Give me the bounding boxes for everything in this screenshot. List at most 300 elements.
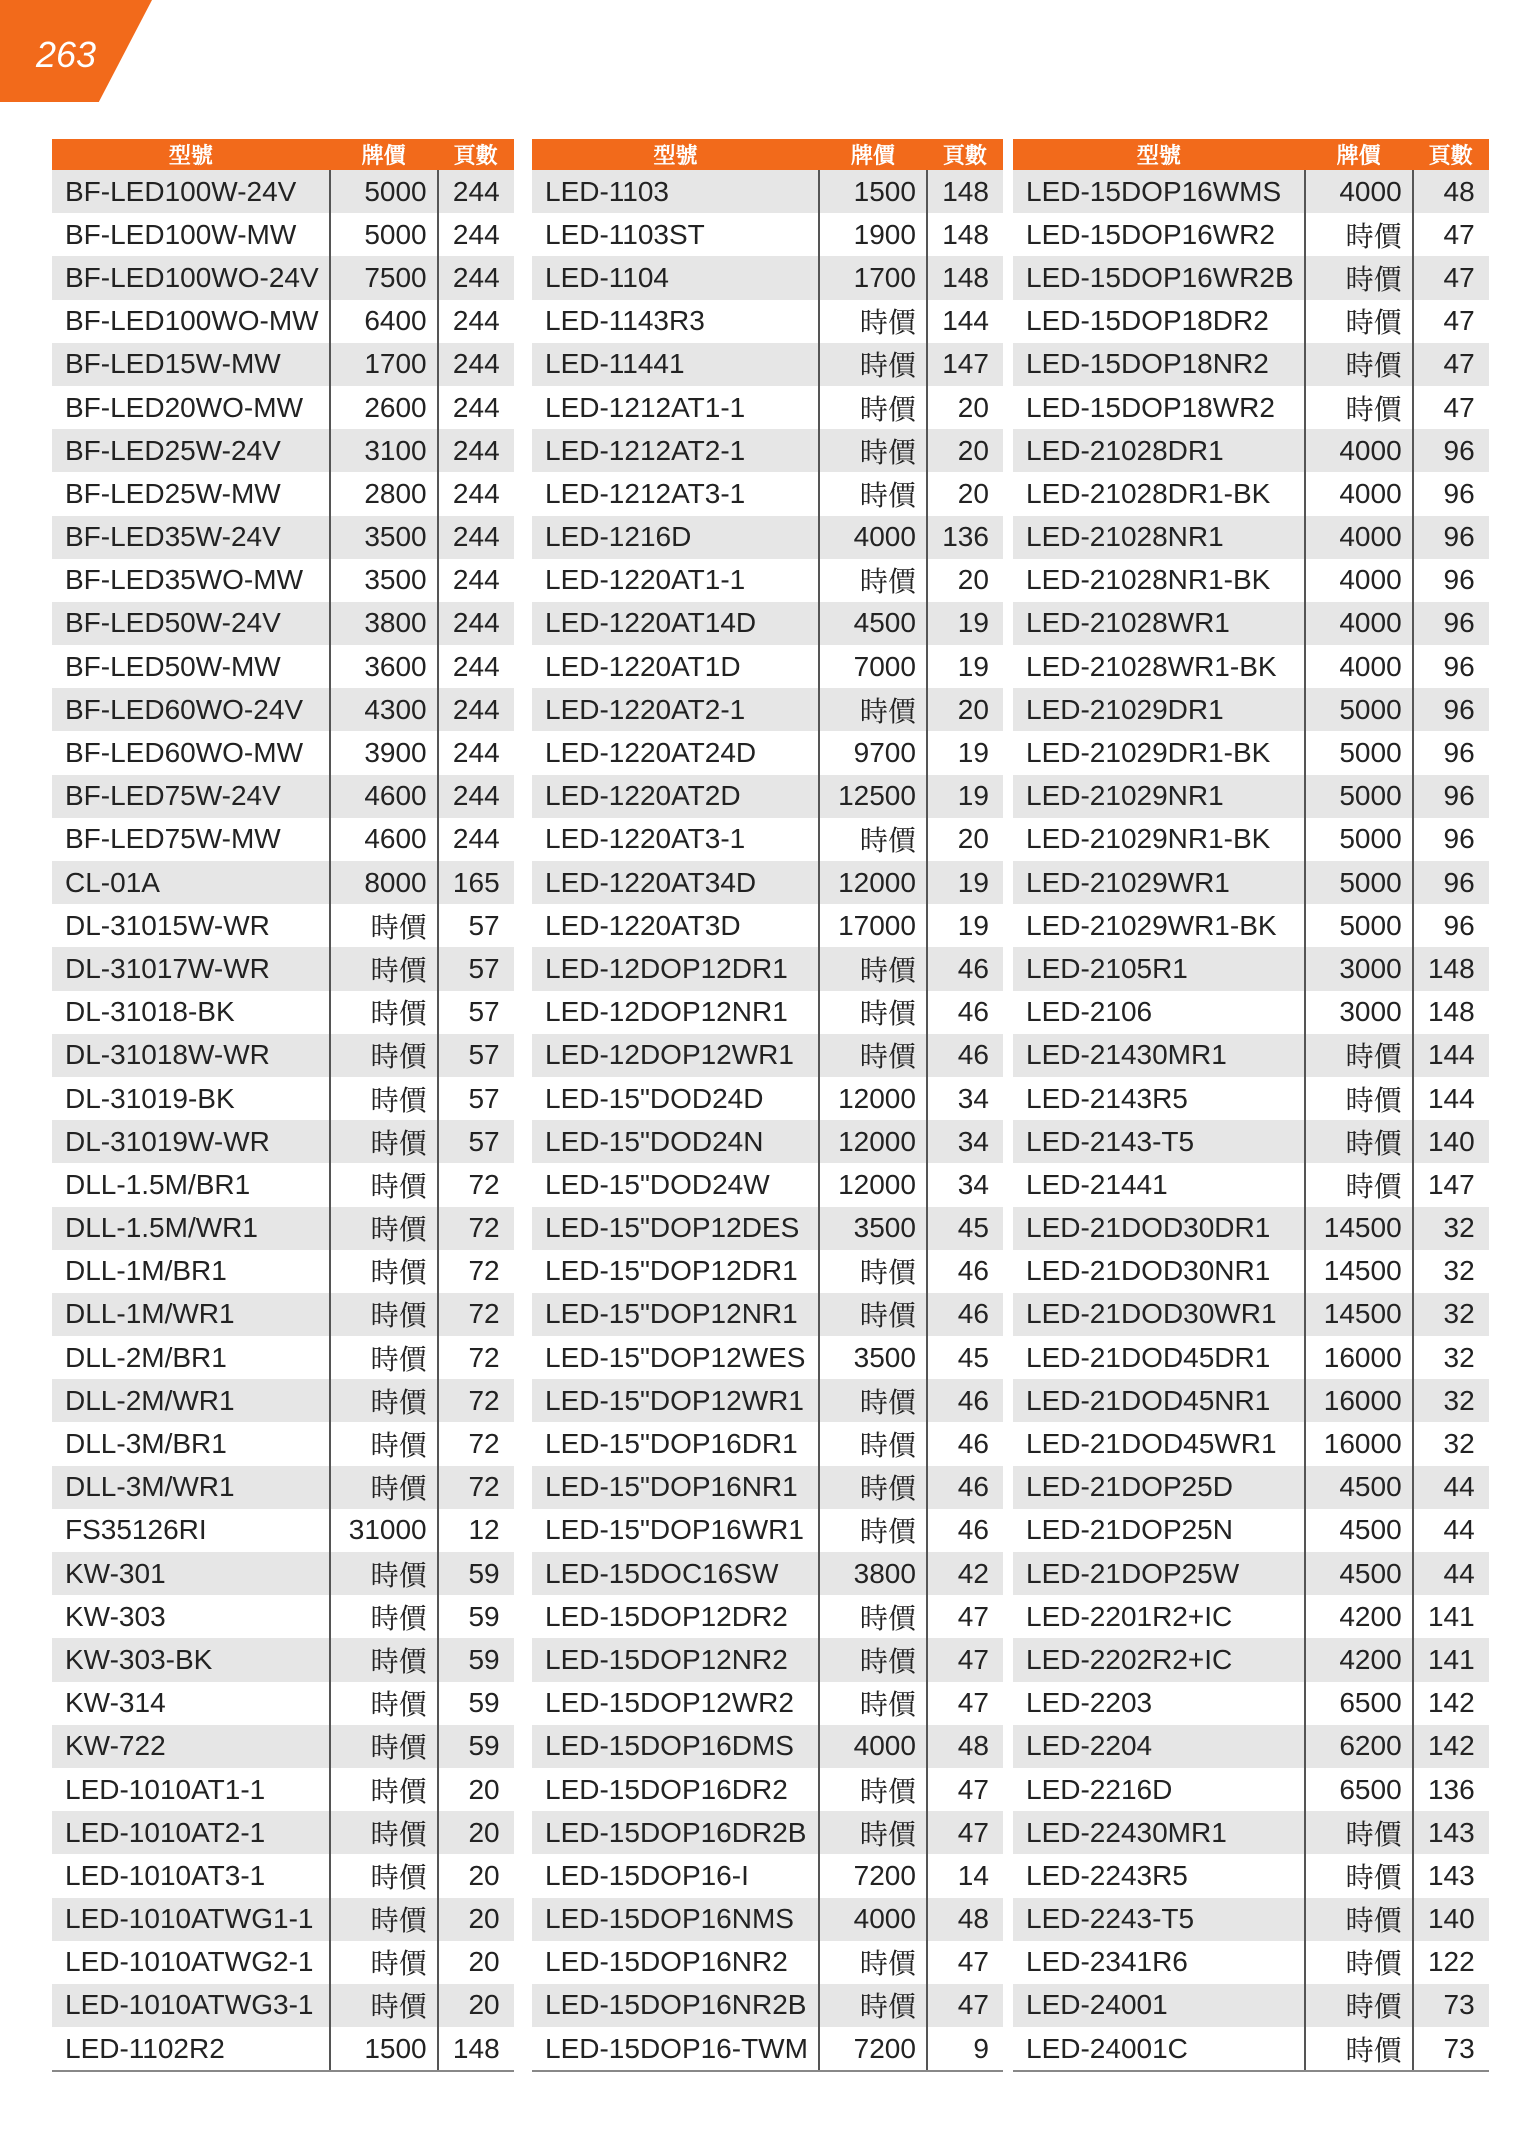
table-row [52,947,514,990]
model-cell: LED-1220AT14D [532,602,819,645]
header-price: 牌價 [819,139,927,170]
page-cell: 244 [438,256,514,299]
page-cell: 59 [438,1595,514,1638]
model-cell: LED-24001 [1013,1984,1305,2027]
page-cell: 72 [438,1379,514,1422]
table-row [52,1682,514,1725]
page-cell: 44 [1413,1466,1489,1509]
page-cell: 122 [1413,1941,1489,1984]
table-row [1013,688,1489,731]
model-cell: LED-1220AT34D [532,861,819,904]
table-row [52,1077,514,1120]
price-cell: 時價 [819,1379,927,1422]
price-table [52,139,514,2072]
model-cell: LED-21DOD45NR1 [1013,1379,1305,1422]
price-cell: 4600 [330,775,438,818]
price-cell: 時價 [1305,343,1413,386]
table-row [1013,1163,1489,1206]
page-cell: 244 [438,516,514,559]
model-cell: LED-1010ATWG1-1 [52,1898,330,1941]
model-cell: LED-2105R1 [1013,947,1305,990]
model-cell: LED-15"DOP12NR1 [532,1293,819,1336]
page-cell: 73 [1413,1984,1489,2027]
table-row [532,1941,1003,1984]
model-cell: DLL-2M/BR1 [52,1336,330,1379]
price-cell: 12000 [819,1120,927,1163]
table-row [52,300,514,343]
table-row [532,645,1003,688]
price-cell: 4000 [1305,559,1413,602]
page-cell: 20 [927,818,1003,861]
model-cell: BF-LED25W-MW [52,472,330,515]
price-cell: 時價 [819,1466,927,1509]
table-row [532,1984,1003,2027]
page-cell: 136 [1413,1768,1489,1811]
page-cell: 34 [927,1120,1003,1163]
model-cell: LED-1010AT1-1 [52,1768,330,1811]
model-cell: LED-2106 [1013,991,1305,1034]
page-cell: 244 [438,818,514,861]
model-cell: LED-15"DOP12DR1 [532,1250,819,1293]
table-row [1013,1250,1489,1293]
table-row [532,1379,1003,1422]
model-cell: BF-LED100W-24V [52,170,330,213]
page-cell: 96 [1413,818,1489,861]
table-row [1013,170,1489,213]
price-cell: 14500 [1305,1293,1413,1336]
price-cell: 5000 [1305,861,1413,904]
model-cell: LED-2341R6 [1013,1941,1305,1984]
header-model: 型號 [52,139,330,170]
price-cell: 31000 [330,1509,438,1552]
price-cell: 時價 [819,1768,927,1811]
table-row [532,472,1003,515]
price-cell: 4000 [1305,472,1413,515]
table-row [1013,645,1489,688]
table-row [532,775,1003,818]
page-cell: 144 [1413,1034,1489,1077]
price-cell: 4000 [819,1898,927,1941]
price-cell: 時價 [1305,386,1413,429]
price-cell: 4000 [1305,429,1413,472]
model-cell: BF-LED100WO-MW [52,300,330,343]
price-cell: 3000 [1305,947,1413,990]
page-cell: 141 [1413,1638,1489,1681]
page-cell: 148 [927,170,1003,213]
model-cell: LED-15DOP16NMS [532,1898,819,1941]
table-row [52,1422,514,1465]
price-cell: 7200 [819,1854,927,1897]
table-row [1013,2027,1489,2071]
page-cell: 14 [927,1854,1003,1897]
model-cell: LED-1143R3 [532,300,819,343]
model-cell: LED-1212AT2-1 [532,429,819,472]
price-cell: 6400 [330,300,438,343]
table-row [52,1811,514,1854]
page-cell: 20 [438,1811,514,1854]
model-cell: LED-21029WR1 [1013,861,1305,904]
page-cell: 19 [927,904,1003,947]
page-cell: 59 [438,1725,514,1768]
table-row [532,516,1003,559]
table-row [532,1163,1003,1206]
model-cell: DLL-3M/BR1 [52,1422,330,1465]
model-cell: LED-15DOP16WR2 [1013,213,1305,256]
page-cell: 32 [1413,1250,1489,1293]
model-cell: LED-15"DOP16NR1 [532,1466,819,1509]
table-header [52,139,514,170]
price-cell: 3500 [330,559,438,602]
model-cell: LED-21DOD30WR1 [1013,1293,1305,1336]
price-cell: 時價 [1305,1163,1413,1206]
price-cell: 時價 [330,1120,438,1163]
model-cell: DL-31018W-WR [52,1034,330,1077]
price-cell: 時價 [819,300,927,343]
model-cell: LED-2203 [1013,1682,1305,1725]
page-cell: 57 [438,991,514,1034]
table-row [532,688,1003,731]
page-cell: 140 [1413,1120,1489,1163]
price-cell: 時價 [819,429,927,472]
page-cell: 59 [438,1552,514,1595]
price-cell: 時價 [1305,300,1413,343]
price-cell: 時價 [330,1379,438,1422]
model-cell: BF-LED50W-24V [52,602,330,645]
price-cell: 時價 [330,1854,438,1897]
table-row [52,1466,514,1509]
page-cell: 32 [1413,1207,1489,1250]
model-cell: BF-LED35WO-MW [52,559,330,602]
table-row [532,300,1003,343]
price-cell: 時價 [819,1509,927,1552]
price-cell: 4200 [1305,1638,1413,1681]
table-row [1013,1725,1489,1768]
price-cell: 時價 [330,1336,438,1379]
price-cell: 7000 [819,645,927,688]
model-cell: LED-21DOD30NR1 [1013,1250,1305,1293]
model-cell: LED-15"DOP16DR1 [532,1422,819,1465]
header-model: 型號 [1013,139,1305,170]
page-cell: 45 [927,1336,1003,1379]
price-cell: 時價 [330,1422,438,1465]
page-cell: 244 [438,688,514,731]
page-cell: 19 [927,731,1003,774]
page-cell: 57 [438,1077,514,1120]
price-cell: 3000 [1305,991,1413,1034]
price-cell: 時價 [819,1293,927,1336]
price-cell: 時價 [330,1725,438,1768]
model-cell: LED-12DOP12WR1 [532,1034,819,1077]
table-row [532,213,1003,256]
model-cell: LED-1010ATWG2-1 [52,1941,330,1984]
page-cell: 96 [1413,602,1489,645]
price-cell: 1500 [819,170,927,213]
model-cell: LED-21DOD30DR1 [1013,1207,1305,1250]
table-row [52,1552,514,1595]
page-cell: 20 [438,1768,514,1811]
model-cell: LED-15DOC16SW [532,1552,819,1595]
table-row [1013,1379,1489,1422]
price-cell: 時價 [1305,1854,1413,1897]
price-cell: 時價 [330,904,438,947]
price-cell: 時價 [1305,1120,1413,1163]
price-cell: 時價 [1305,1941,1413,1984]
model-cell: LED-1102R2 [52,2027,330,2071]
price-cell: 時價 [330,1250,438,1293]
price-cell: 時價 [330,1941,438,1984]
page-cell: 19 [927,775,1003,818]
page-cell: 48 [927,1725,1003,1768]
model-cell: LED-2204 [1013,1725,1305,1768]
model-cell: LED-21DOP25N [1013,1509,1305,1552]
model-cell: LED-1010AT3-1 [52,1854,330,1897]
model-cell: BF-LED20WO-MW [52,386,330,429]
page-cell: 72 [438,1250,514,1293]
page-cell: 57 [438,1120,514,1163]
price-cell: 3800 [819,1552,927,1595]
price-cell: 4300 [330,688,438,731]
model-cell: DLL-1M/WR1 [52,1293,330,1336]
table-row [52,472,514,515]
page-cell: 144 [927,300,1003,343]
price-cell: 12000 [819,1077,927,1120]
price-cell: 時價 [1305,2027,1413,2071]
table-row [1013,861,1489,904]
table-row [532,1466,1003,1509]
page-cell: 244 [438,731,514,774]
model-cell: DLL-3M/WR1 [52,1466,330,1509]
price-cell: 3500 [330,516,438,559]
model-cell: LED-15"DOP12DES [532,1207,819,1250]
page-cell: 244 [438,645,514,688]
model-cell: LED-15DOP16-I [532,1854,819,1897]
price-cell: 時價 [819,1941,927,1984]
model-cell: LED-1216D [532,516,819,559]
model-cell: LED-1010ATWG3-1 [52,1984,330,2027]
price-cell: 時價 [330,1768,438,1811]
table-row [532,1077,1003,1120]
price-cell: 4500 [1305,1509,1413,1552]
page-cell: 20 [927,386,1003,429]
model-cell: LED-1220AT24D [532,731,819,774]
price-cell: 5000 [1305,688,1413,731]
table-row [1013,1422,1489,1465]
table-row [532,386,1003,429]
page-cell: 47 [927,1984,1003,2027]
table-row [1013,559,1489,602]
table-row [52,1120,514,1163]
page-cell: 47 [1413,300,1489,343]
page-cell: 244 [438,472,514,515]
table-row [1013,1120,1489,1163]
price-table-2 [532,139,1003,2072]
price-cell: 7500 [330,256,438,299]
model-cell: LED-22430MR1 [1013,1811,1305,1854]
page-cell: 244 [438,602,514,645]
table-row [1013,386,1489,429]
price-cell: 12000 [819,861,927,904]
price-cell: 4600 [330,818,438,861]
table-row [1013,1941,1489,1984]
page-cell: 72 [438,1293,514,1336]
page-cell: 46 [927,947,1003,990]
page-cell: 46 [927,1466,1003,1509]
model-cell: BF-LED25W-24V [52,429,330,472]
model-cell: LED-1010AT2-1 [52,1811,330,1854]
table-row [532,1854,1003,1897]
table-row [1013,818,1489,861]
model-cell: LED-21441 [1013,1163,1305,1206]
price-cell: 時價 [819,343,927,386]
price-cell: 時價 [1305,1898,1413,1941]
page-cell: 20 [438,1854,514,1897]
page-cell: 20 [438,1898,514,1941]
price-cell: 5000 [1305,818,1413,861]
table-row [52,1293,514,1336]
table-row [52,429,514,472]
price-cell: 時價 [1305,1034,1413,1077]
page-cell: 72 [438,1422,514,1465]
price-cell: 時價 [819,1984,927,2027]
price-cell: 12500 [819,775,927,818]
model-cell: LED-15"DOD24D [532,1077,819,1120]
price-cell: 時價 [330,1293,438,1336]
table-row [52,1379,514,1422]
model-cell: LED-24001C [1013,2027,1305,2071]
price-cell: 16000 [1305,1336,1413,1379]
table-row [52,1941,514,1984]
price-cell: 時價 [819,472,927,515]
price-cell: 時價 [330,1984,438,2027]
page-cell: 9 [927,2027,1003,2071]
table-row [532,1250,1003,1293]
model-cell: LED-21430MR1 [1013,1034,1305,1077]
page-cell: 32 [1413,1422,1489,1465]
table-row [1013,991,1489,1034]
model-cell: LED-15DOP16WMS [1013,170,1305,213]
page-cell: 165 [438,861,514,904]
page-cell: 96 [1413,688,1489,731]
page-cell: 20 [927,559,1003,602]
model-cell: LED-21028DR1-BK [1013,472,1305,515]
price-cell: 時價 [330,1552,438,1595]
model-cell: LED-1220AT3-1 [532,818,819,861]
price-cell: 時價 [819,818,927,861]
table-row [1013,300,1489,343]
table-row [52,991,514,1034]
page-cell: 147 [927,343,1003,386]
table-row [1013,947,1489,990]
price-cell: 時價 [819,991,927,1034]
table-row [1013,1595,1489,1638]
model-cell: DLL-1.5M/BR1 [52,1163,330,1206]
table-row [1013,1984,1489,2027]
page-cell: 47 [1413,386,1489,429]
model-cell: LED-1220AT1D [532,645,819,688]
table-row [532,1336,1003,1379]
table-row [532,947,1003,990]
price-cell: 時價 [330,1077,438,1120]
table-row [1013,1768,1489,1811]
page-cell: 143 [1413,1854,1489,1897]
page-cell: 96 [1413,429,1489,472]
page-cell: 96 [1413,516,1489,559]
page-cell: 32 [1413,1293,1489,1336]
model-cell: LED-15DOP12NR2 [532,1638,819,1681]
page-cell: 244 [438,300,514,343]
header-price: 牌價 [1305,139,1413,170]
page-cell: 96 [1413,472,1489,515]
page-cell: 244 [438,559,514,602]
model-cell: LED-15DOP16NR2 [532,1941,819,1984]
model-cell: LED-2143R5 [1013,1077,1305,1120]
price-cell: 時價 [819,947,927,990]
page-cell: 72 [438,1466,514,1509]
page-cell: 19 [927,861,1003,904]
model-cell: BF-LED60WO-24V [52,688,330,731]
table-row [1013,1811,1489,1854]
model-cell: LED-21DOD45DR1 [1013,1336,1305,1379]
price-cell: 2600 [330,386,438,429]
page-cell: 57 [438,1034,514,1077]
table-row [1013,1207,1489,1250]
table-row [532,1898,1003,1941]
model-cell: LED-15DOP12DR2 [532,1595,819,1638]
page-cell: 148 [1413,947,1489,990]
model-cell: BF-LED50W-MW [52,645,330,688]
page-cell: 143 [1413,1811,1489,1854]
table-row [52,343,514,386]
table-row [1013,213,1489,256]
table-row [1013,731,1489,774]
table-row [532,1811,1003,1854]
page-cell: 34 [927,1163,1003,1206]
table-row [52,645,514,688]
page-cell: 46 [927,1379,1003,1422]
table-row [532,2027,1003,2071]
price-cell: 3600 [330,645,438,688]
page-cell: 96 [1413,904,1489,947]
page-cell: 45 [927,1207,1003,1250]
table-row [532,1034,1003,1077]
page-cell: 147 [1413,1163,1489,1206]
table-row [52,818,514,861]
table-row [532,1638,1003,1681]
page-cell: 57 [438,904,514,947]
page-cell: 47 [927,1682,1003,1725]
table-row [532,731,1003,774]
table-row [1013,1034,1489,1077]
model-cell: LED-1103 [532,170,819,213]
price-cell: 6200 [1305,1725,1413,1768]
model-cell: LED-15DOP16DR2B [532,1811,819,1854]
header-price: 牌價 [330,139,438,170]
model-cell: LED-15DOP18WR2 [1013,386,1305,429]
page-cell: 59 [438,1638,514,1681]
price-cell: 時價 [819,1034,927,1077]
model-cell: DL-31019-BK [52,1077,330,1120]
page-cell: 12 [438,1509,514,1552]
page-cell: 20 [438,1984,514,2027]
model-cell: DL-31018-BK [52,991,330,1034]
model-cell: LED-15DOP16DR2 [532,1768,819,1811]
table-row [532,904,1003,947]
price-cell: 4000 [1305,170,1413,213]
model-cell: KW-303-BK [52,1638,330,1681]
table-row [1013,516,1489,559]
page-cell: 44 [1413,1552,1489,1595]
price-cell: 16000 [1305,1422,1413,1465]
